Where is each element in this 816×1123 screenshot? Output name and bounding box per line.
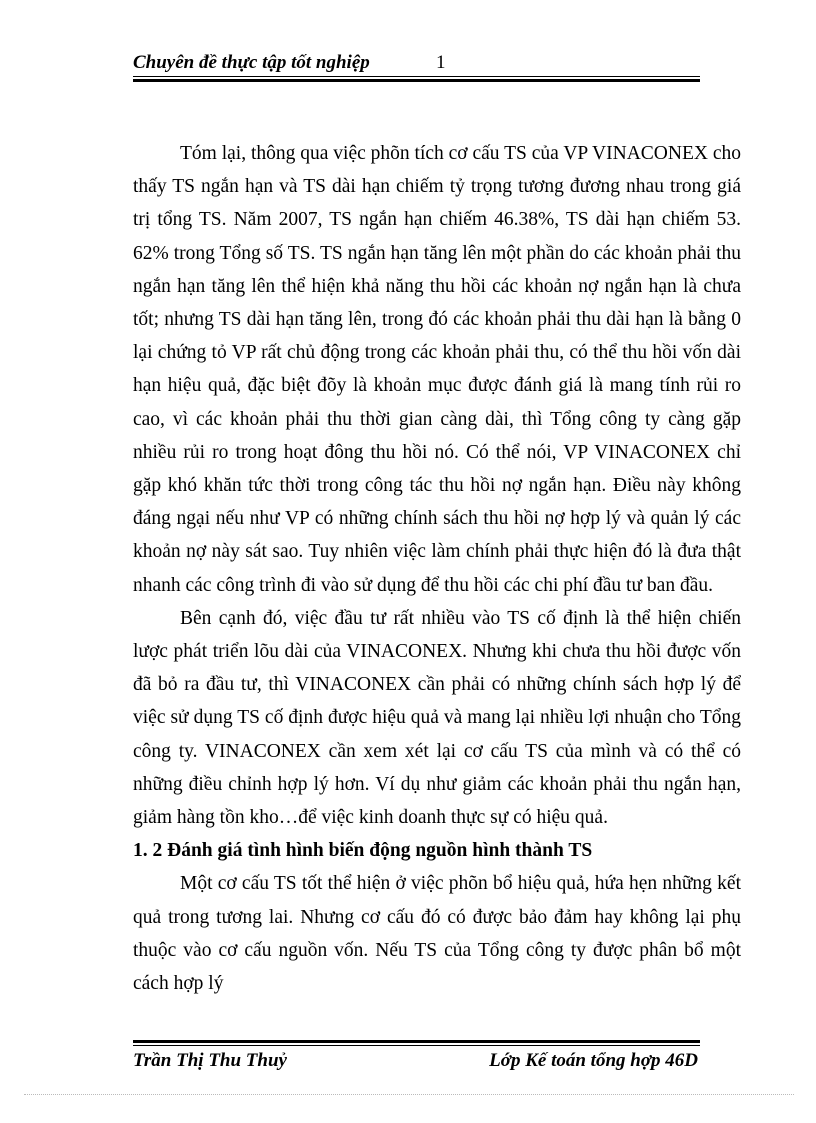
paragraph: Tóm lại, thông qua việc phõn tích cơ cấu TS của VP VINACONEX cho thấy TS ngắn hạn và TS dài hạn chiếm tỷ trọng tương đương nhau trong giá trị tổng TS. Năm 2007, TS ngắn hạn chiếm 46.38%, TS dài hạn chiếm 53. 62% trong Tổng số TS. TS ngắn hạn tăng lên một phần do các khoản phải thu ngắn hạn tăng lên thể hiện khả năng thu hồi các khoản nợ ngắn hạn là chưa tốt; nhưng TS dài hạn tăng lên, trong đó các khoản phải thu dài hạn là bằng 0 lại chứng tỏ VP rất chủ động trong các khoản phải thu, có thể thu hồi vốn dài hạn hiệu quả, đặc biệt đõy là khoản mục được đánh giá là mang tính rủi ro cao, vì các khoản phải thu thời gian càng dài, thì Tổng công ty càng gặp nhiều rủi ro trong hoạt đông thu hồi nó. Có thể nói, VP VINACONEX chỉ gặp khó khăn tức thời trong công tác thu hồi nợ ngắn hạn. Điều này không đáng ngại nếu như VP có những chính sách thu hồi nợ hợp lý và quản lý các khoản nợ này sát sao. Tuy nhiên việc làm chính phải thực hiện đó là đưa thật nhanh các công trình đi vào sử dụng để thu hồi các chi phí đầu tư ban đầu. bbox=[133, 143, 741, 596]
footer-rule-thin bbox=[133, 1045, 700, 1046]
page-number: 1 bbox=[436, 52, 446, 73]
document-title: Chuyên đề thực tập tốt nghiệp bbox=[133, 52, 370, 73]
footer-author: Trần Thị Thu Thuỷ bbox=[133, 1050, 287, 1071]
paragraph: Bên cạnh đó, việc đầu tư rất nhiều vào TS cố định là thể hiện chiến lược phát triển lõu dài của VINACONEX. Nhưng khi chưa thu hồi được vốn đã bỏ ra đầu tư, thì VINACONEX cần phải có những chính sách hợp lý để việc sử dụng TS cố định được hiệu quả và mang lại nhiều lợi nhuận cho Tổng công ty. VINACONEX cần xem xét lại cơ cấu TS của mình và có thể có những điều chỉnh hợp lý hơn. Ví dụ như giảm các khoản phải thu ngắn hạn, giảm hàng tồn kho…để việc kinh doanh thực sự có hiệu quả. bbox=[133, 607, 741, 829]
section-heading: 1. 2 Đánh giá tình hình biến động nguồn hình thành TS bbox=[133, 840, 593, 862]
footer-rule-thick bbox=[133, 1040, 700, 1043]
document-body bbox=[133, 137, 741, 1000]
paragraph: Một cơ cấu TS tốt thể hiện ở việc phõn bổ hiệu quả, hứa hẹn những kết quả trong tương lai. Nhưng cơ cấu đó có được bảo đảm hay không lại phụ thuộc vào cơ cấu nguồn vốn. Nếu TS của Tổng công ty được phân bổ một cách hợp lý bbox=[133, 873, 741, 995]
header-rule-thick bbox=[133, 79, 700, 82]
header-rule-thin bbox=[133, 76, 700, 77]
page-boundary bbox=[24, 1094, 794, 1095]
footer-class: Lớp Kế toán tổng hợp 46D bbox=[489, 1050, 698, 1071]
